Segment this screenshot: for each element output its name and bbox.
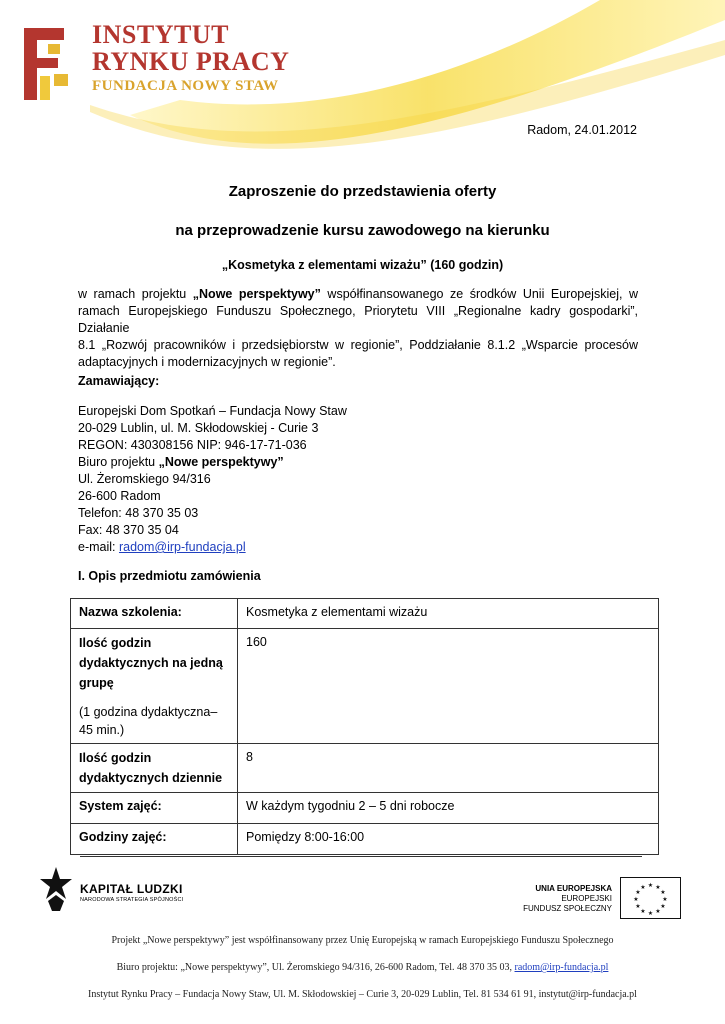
- kl-subtitle: NARODOWA STRATEGIA SPÓJNOŚCI: [80, 897, 184, 903]
- table-value: W każdym tygodniu 2 – 5 dni robocze: [238, 793, 659, 824]
- svg-text:★: ★: [640, 908, 646, 915]
- table-row: [71, 824, 659, 855]
- email-label: e-mail:: [78, 540, 119, 554]
- orderer-line: [78, 539, 478, 556]
- svg-text:★: ★: [662, 896, 668, 903]
- orderer-line: 26-600 Radom: [78, 489, 161, 503]
- svg-text:★: ★: [655, 908, 661, 915]
- intro-text: w ramach projektu: [78, 287, 193, 301]
- title-line-3: „Kosmetyka z elementami wizażu” (160 godzin): [221, 258, 504, 272]
- eu-text: [500, 884, 612, 914]
- table-key: Ilość godzin dydaktycznych na jedną grupę: [79, 636, 223, 690]
- svg-text:★: ★: [660, 889, 666, 896]
- project-name: „Nowe perspektywy”: [192, 287, 321, 301]
- spec-table: [70, 598, 659, 855]
- footer-line-3: Instytut Rynku Pracy – Fundacja Nowy Staw, Ul. M. Skłodowskiej – Curie 3, 20-029 Lublin, Tel. 81 534 61 91, instytut@irp-fundacja.pl: [88, 989, 637, 1000]
- orderer-line: 20-029 Lublin, ul. M. Skłodowskiej - Curie 3: [78, 421, 319, 435]
- orderer-line: REGON: 430308156 NIP: 946-17-71-036: [78, 438, 307, 452]
- eu-line: EUROPEJSKI: [561, 894, 612, 903]
- table-key-note: (1 godzina dydaktyczna– 45 min.): [79, 705, 218, 737]
- intro-line-2: ramach Europejskiego Funduszu Społecznego, Priorytetu VIII „Regionalne kadry gospodarki”, Działanie: [78, 304, 638, 335]
- intro-text: współfinansowanego ze środków Unii Europejskiej, w: [320, 287, 638, 301]
- footer-line-2: [0, 962, 725, 973]
- table-key: Godziny zajęć:: [71, 824, 238, 855]
- table-value: Pomiędzy 8:00-16:00: [238, 824, 659, 855]
- email-link[interactable]: radom@irp-fundacja.pl: [118, 540, 246, 554]
- svg-text:★: ★: [635, 903, 641, 910]
- svg-text:★: ★: [647, 882, 654, 889]
- footer-line-1: Projekt „Nowe perspektywy” jest współfinansowany przez Unię Europejską w ramach Europejskiego Funduszu Społecznego: [111, 935, 614, 946]
- svg-text:★: ★: [633, 896, 639, 903]
- logo-line-3: FUNDACJA NOWY STAW: [92, 78, 279, 94]
- orderer-address: [78, 403, 478, 556]
- kapital-ludzki-icon: [38, 865, 74, 913]
- footer-text: Biuro projektu: „Nowe perspektywy”, Ul. Żeromskiego 94/316, 26-600 Radom, Tel. 48 370 35 03,: [116, 962, 515, 973]
- orderer-line: Fax: 48 370 35 04: [78, 523, 179, 537]
- orderer-heading: Zamawiający:: [78, 374, 160, 388]
- eu-line: FUNDUSZ SPOŁECZNY: [523, 904, 612, 913]
- table-key: System zajęć:: [71, 793, 238, 824]
- intro-line-4: adaptacyjnych i modernizacyjnych w regionie”.: [78, 355, 336, 369]
- date-line: Radom, 24.01.2012: [527, 123, 637, 137]
- irp-logo-icon: [18, 24, 76, 106]
- orderer-line: [78, 454, 478, 471]
- footer-email-link[interactable]: radom@irp-fundacja.pl: [514, 962, 609, 973]
- project-name: „Nowe perspektywy”: [158, 455, 284, 469]
- svg-text:★: ★: [647, 910, 654, 917]
- svg-text:★: ★: [640, 884, 646, 891]
- table-key: Ilość godzin dydaktycznych dziennie: [71, 744, 238, 793]
- table-value: 8: [238, 744, 659, 793]
- logo-line-2: RYNKU PRACY: [92, 47, 290, 76]
- intro-line-1: [78, 286, 638, 303]
- eu-line: UNIA EUROPEJSKA: [535, 884, 612, 893]
- logo-line-1: INSTYTUT: [92, 20, 229, 49]
- table-value: Kosmetyka z elementami wizażu: [238, 599, 659, 629]
- title-line-1: Zaproszenie do przedstawienia oferty: [228, 183, 497, 200]
- title-line-2: na przeprowadzenie kursu zawodowego na kierunku: [175, 222, 550, 239]
- table-row: [71, 599, 659, 629]
- kl-title: KAPITAŁ LUDZKI: [80, 882, 183, 896]
- orderer-line: Europejski Dom Spotkań – Fundacja Nowy Staw: [78, 404, 347, 418]
- eu-flag-icon: [620, 877, 681, 919]
- table-key: Nazwa szkolenia:: [71, 599, 238, 629]
- svg-text:★: ★: [655, 884, 661, 891]
- intro-line-3: 8.1 „Rozwój pracowników i przedsiębiorstw w regionie”, Poddziałanie 8.1.2 „Wsparcie procesów: [78, 338, 638, 352]
- intro-paragraph: [78, 286, 638, 371]
- table-value: 160: [238, 629, 659, 744]
- svg-text:★: ★: [660, 903, 666, 910]
- table-key-cell: [71, 629, 238, 744]
- section-heading: I. Opis przedmiotu zamówienia: [78, 569, 261, 583]
- orderer-line: Telefon: 48 370 35 03: [78, 506, 199, 520]
- svg-text:★: ★: [635, 889, 641, 896]
- orderer-line: Ul. Żeromskiego 94/316: [78, 472, 211, 486]
- footer-divider: [80, 856, 642, 857]
- table-row: [71, 629, 659, 744]
- table-row: [71, 793, 659, 824]
- table-row: [71, 744, 659, 793]
- orderer-text: Biuro projektu: [78, 455, 159, 469]
